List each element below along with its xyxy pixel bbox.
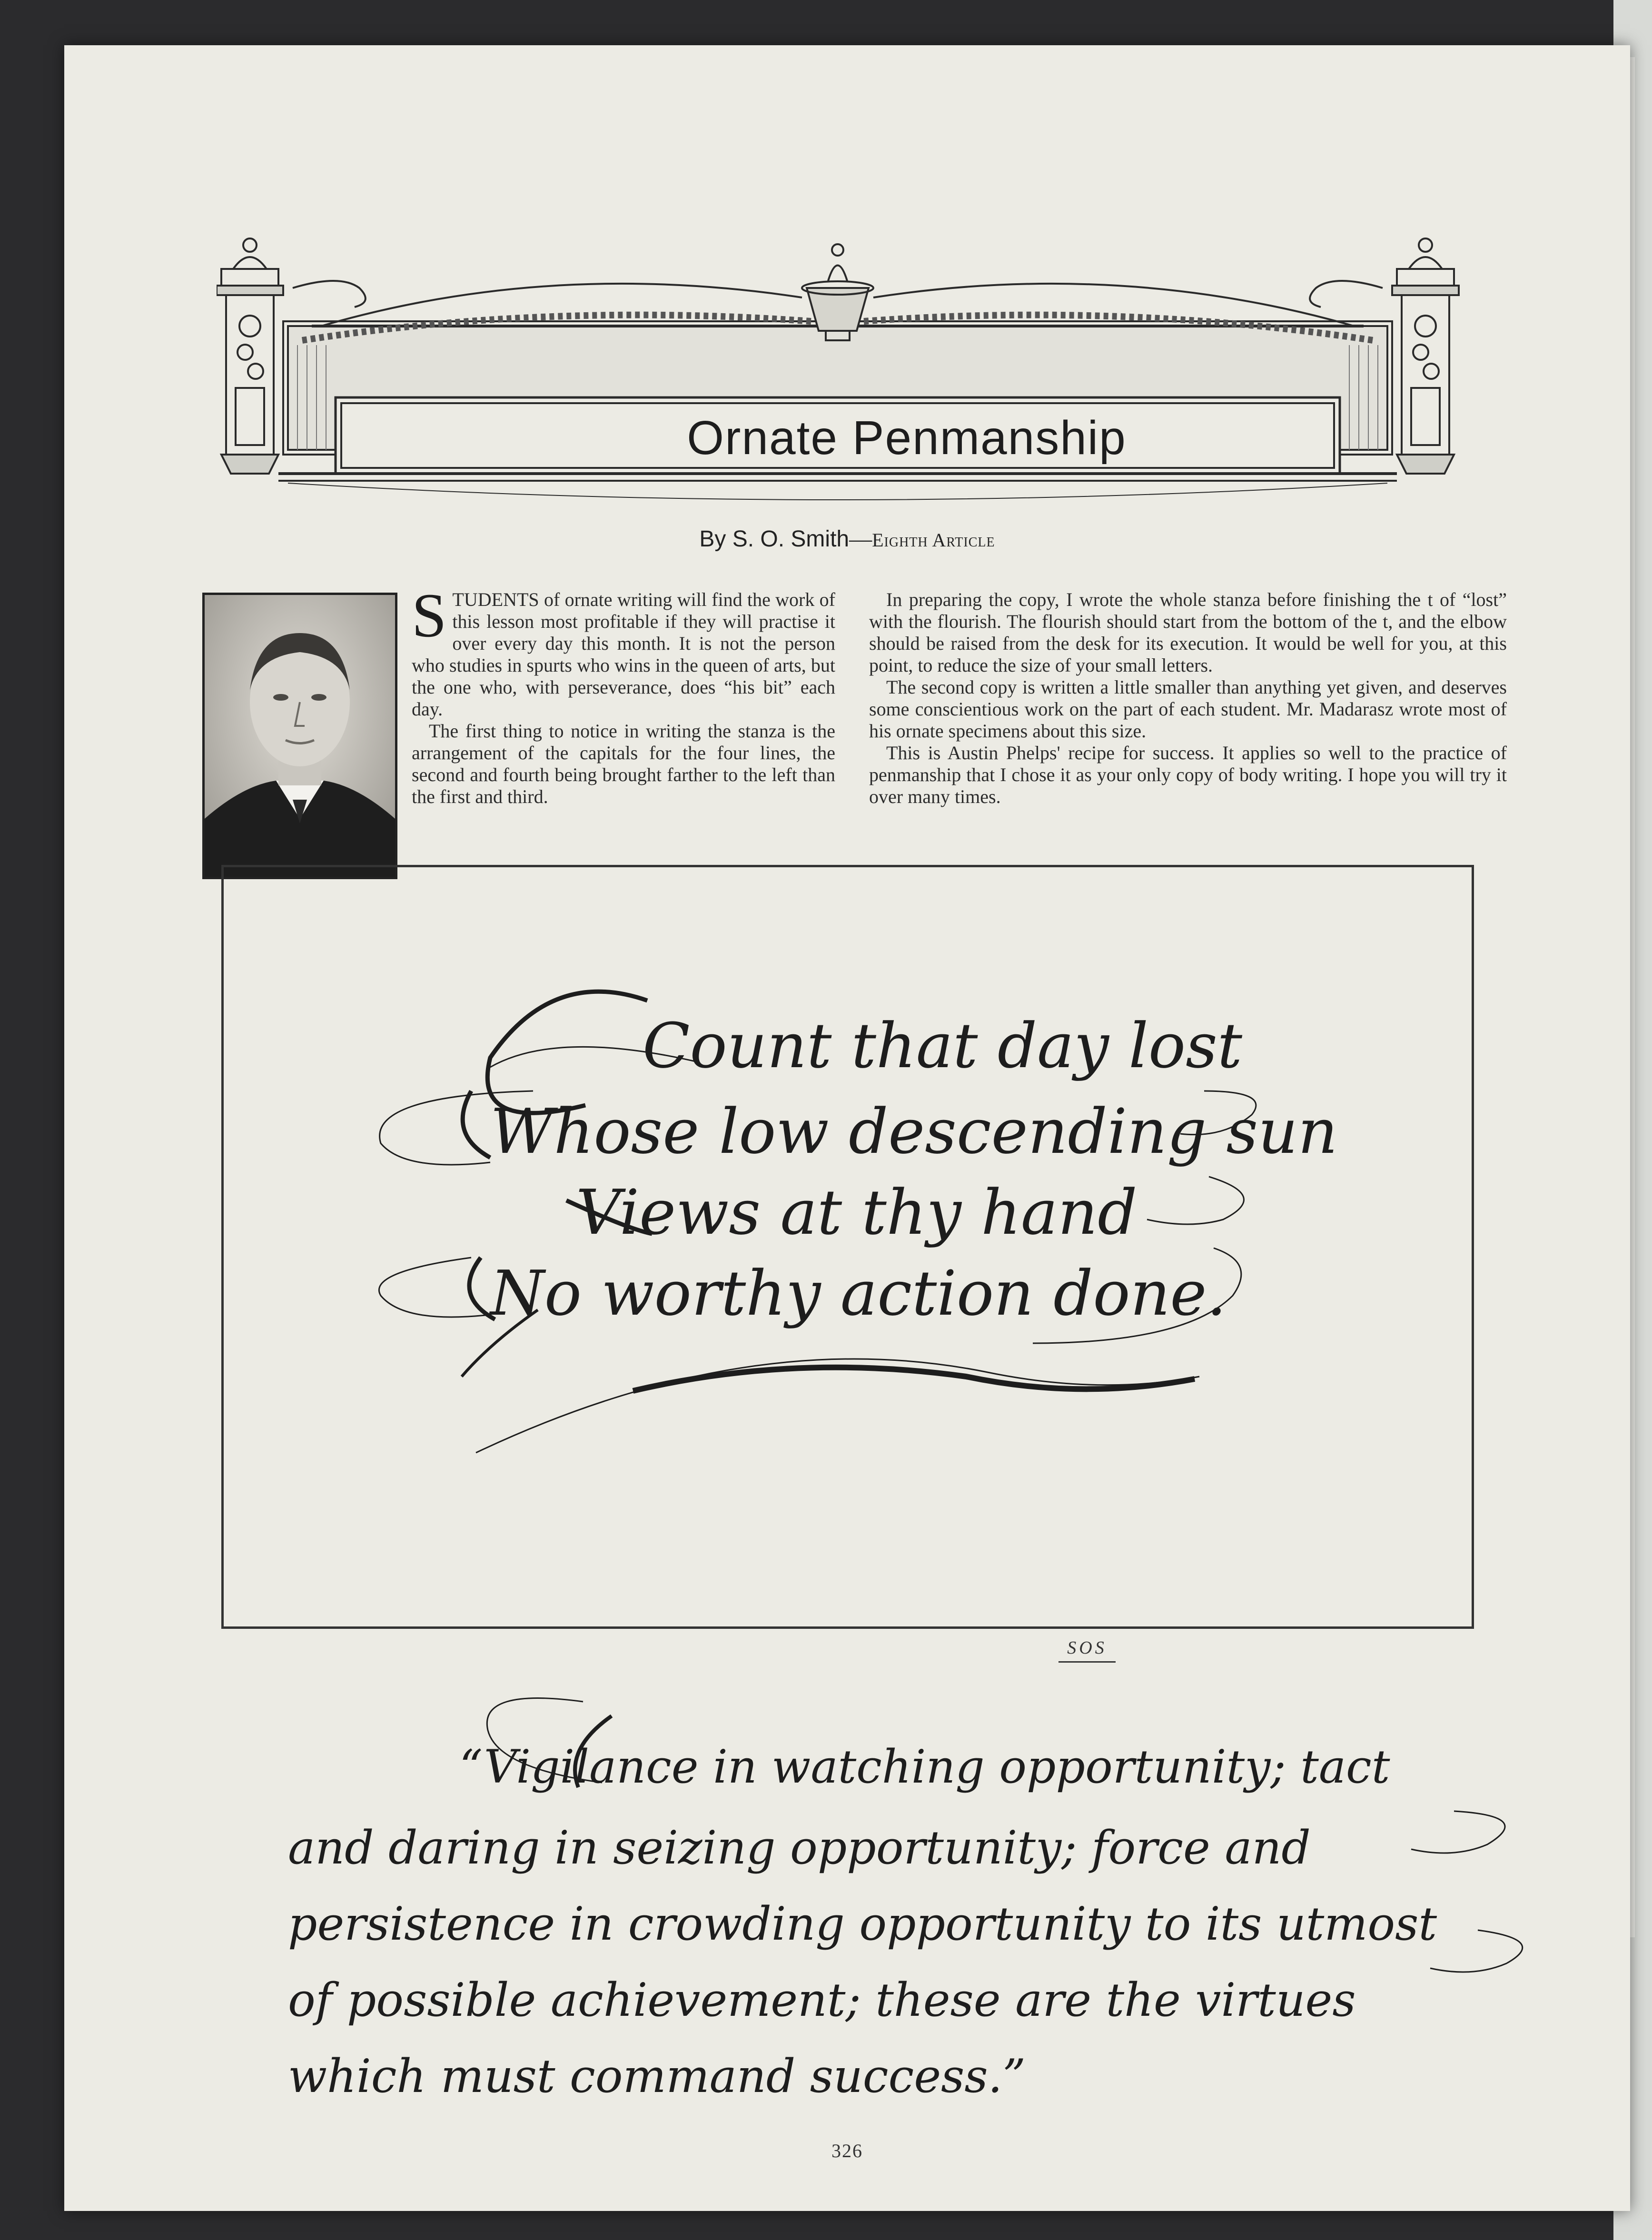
stanza-specimen-box <box>221 865 1474 1629</box>
quote-line: “Vigilance in watching opportunity; tact <box>459 1740 1390 1794</box>
byline-separator: — <box>849 526 872 552</box>
quotation-specimen <box>193 1673 1525 2101</box>
quote-line: persistence in crowding opportunity to its utmost <box>288 1897 1437 1951</box>
quote-line: and daring in seizing opportunity; force and <box>288 1821 1311 1874</box>
magazine-page <box>64 45 1630 2211</box>
byline <box>64 526 1630 552</box>
article-column-right <box>869 589 1507 808</box>
page-number: 326 <box>831 2140 863 2161</box>
paragraph-text: TUDENTS of ornate writing will find the work of this lesson most profitable if they will practise it over every day this month. It is not the person who studies in spurts who wins in the queen of arts, but the one who, with perseverance, does “his bit” each day. <box>412 589 835 720</box>
page-title: Ornate Penmanship <box>687 411 1127 465</box>
paragraph <box>412 580 835 720</box>
ornamental-header-banner <box>217 231 1549 535</box>
stanza-line: Whose low descending sun <box>490 1095 1338 1168</box>
paragraph: The first thing to notice in writing the stanza is the arrangement of the capitals for the four lines, the second and fourth being brought farther to the left than the first and third. <box>412 720 835 807</box>
quote-line: of possible achievement; these are the virtues <box>288 1973 1356 2027</box>
stanza-line: Count that day lost <box>643 1010 1243 1082</box>
article-column-left <box>412 580 835 808</box>
author-portrait <box>202 593 397 879</box>
author-name: By S. O. Smith <box>699 526 850 552</box>
penman-initials: SOS <box>1058 1637 1116 1663</box>
drop-cap: S <box>412 580 447 650</box>
portrait-photo <box>205 595 395 877</box>
paragraph: In preparing the copy, I wrote the whole stanza before finishing the t of “lost” with the flourish. The flourish should start from the bottom of the t, and the elbow should be raised from the desk for its execution. It would be well for you, at this point, to reduce the size of your small letters. <box>869 589 1507 676</box>
stanza-specimen <box>224 867 1472 1626</box>
stanza-line: No worthy action done. <box>490 1257 1227 1329</box>
paragraph: This is Austin Phelps' recipe for success. It applies so well to the practice of penmanship that I chose it as your only copy of body writing. I hope you will try it over many times. <box>869 742 1507 807</box>
paragraph: The second copy is written a little smaller than anything yet given, and deserves some conscientious work on the part of each student. Mr. Madarasz wrote most of his ornate specimens about this size. <box>869 676 1507 742</box>
quote-line: which must command success.” <box>288 2050 1026 2101</box>
stanza-line: Views at thy hand <box>576 1176 1138 1249</box>
article-number: Eighth Article <box>872 529 995 551</box>
